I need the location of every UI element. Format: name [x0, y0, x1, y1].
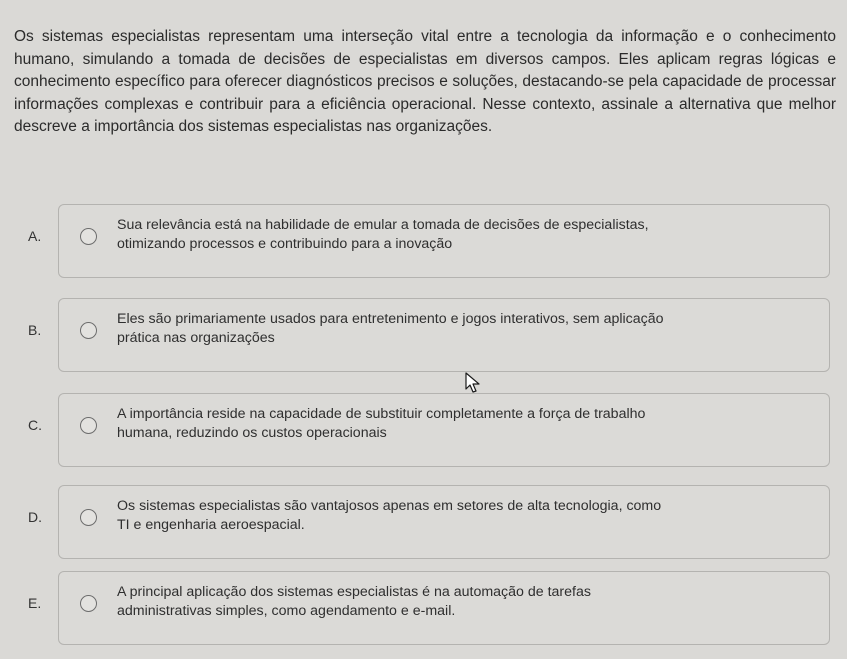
option-text-line: otimizando processos e contribuindo para a inovação: [117, 236, 453, 252]
option-text-line: A principal aplicação dos sistemas especialistas é na automação de tarefas: [117, 584, 591, 600]
radio-unchecked-icon[interactable]: [80, 509, 97, 526]
option-letter: B.: [28, 322, 42, 338]
option-text: [117, 583, 817, 621]
option-a[interactable]: [28, 204, 833, 292]
option-letter: C.: [28, 417, 42, 433]
option-text-line: prática nas organizações: [117, 330, 275, 346]
option-text: [117, 497, 817, 535]
radio-unchecked-icon[interactable]: [80, 322, 97, 339]
radio-unchecked-icon[interactable]: [80, 595, 97, 612]
option-text-line: A importância reside na capacidade de substituir completamente a força de trabalho: [117, 406, 646, 422]
option-d[interactable]: [28, 485, 833, 573]
option-letter: A.: [28, 228, 42, 244]
radio-unchecked-icon[interactable]: [80, 417, 97, 434]
option-e[interactable]: [28, 571, 833, 659]
option-letter: E.: [28, 595, 42, 611]
option-text-line: TI e engenharia aeroespacial.: [117, 517, 305, 533]
option-c[interactable]: [28, 393, 833, 481]
option-text-line: humana, reduzindo os custos operacionais: [117, 425, 387, 441]
option-text-line: Eles são primariamente usados para entretenimento e jogos interativos, sem aplicação: [117, 311, 664, 327]
question-text: Os sistemas especialistas representam uma interseção vital entre a tecnologia da informação e o conhecimento humano, simulando a tomada de decisões de especialistas em diversos campos. Eles aplicam regras lógicas e conhecimento específico para oferecer diagnósticos precisos e soluções, destacando-se pela capacidade de processar informações complexas e contribuir para a eficiência operacional. Nesse contexto, assinale a alternativa que melhor descreve a importância dos sistemas especialistas nas organizações.: [14, 28, 836, 136]
option-text: [117, 310, 817, 348]
option-text-line: Sua relevância está na habilidade de emular a tomada de decisões de especialistas,: [117, 217, 649, 233]
option-text-line: Os sistemas especialistas são vantajosos apenas em setores de alta tecnologia, como: [117, 498, 662, 514]
option-letter: D.: [28, 509, 42, 525]
option-text: [117, 216, 817, 254]
option-text-line: administrativas simples, como agendamento e e-mail.: [117, 603, 456, 619]
mouse-pointer-icon: [465, 372, 481, 394]
option-b[interactable]: [28, 298, 833, 386]
radio-unchecked-icon[interactable]: [80, 228, 97, 245]
option-text: [117, 405, 817, 443]
